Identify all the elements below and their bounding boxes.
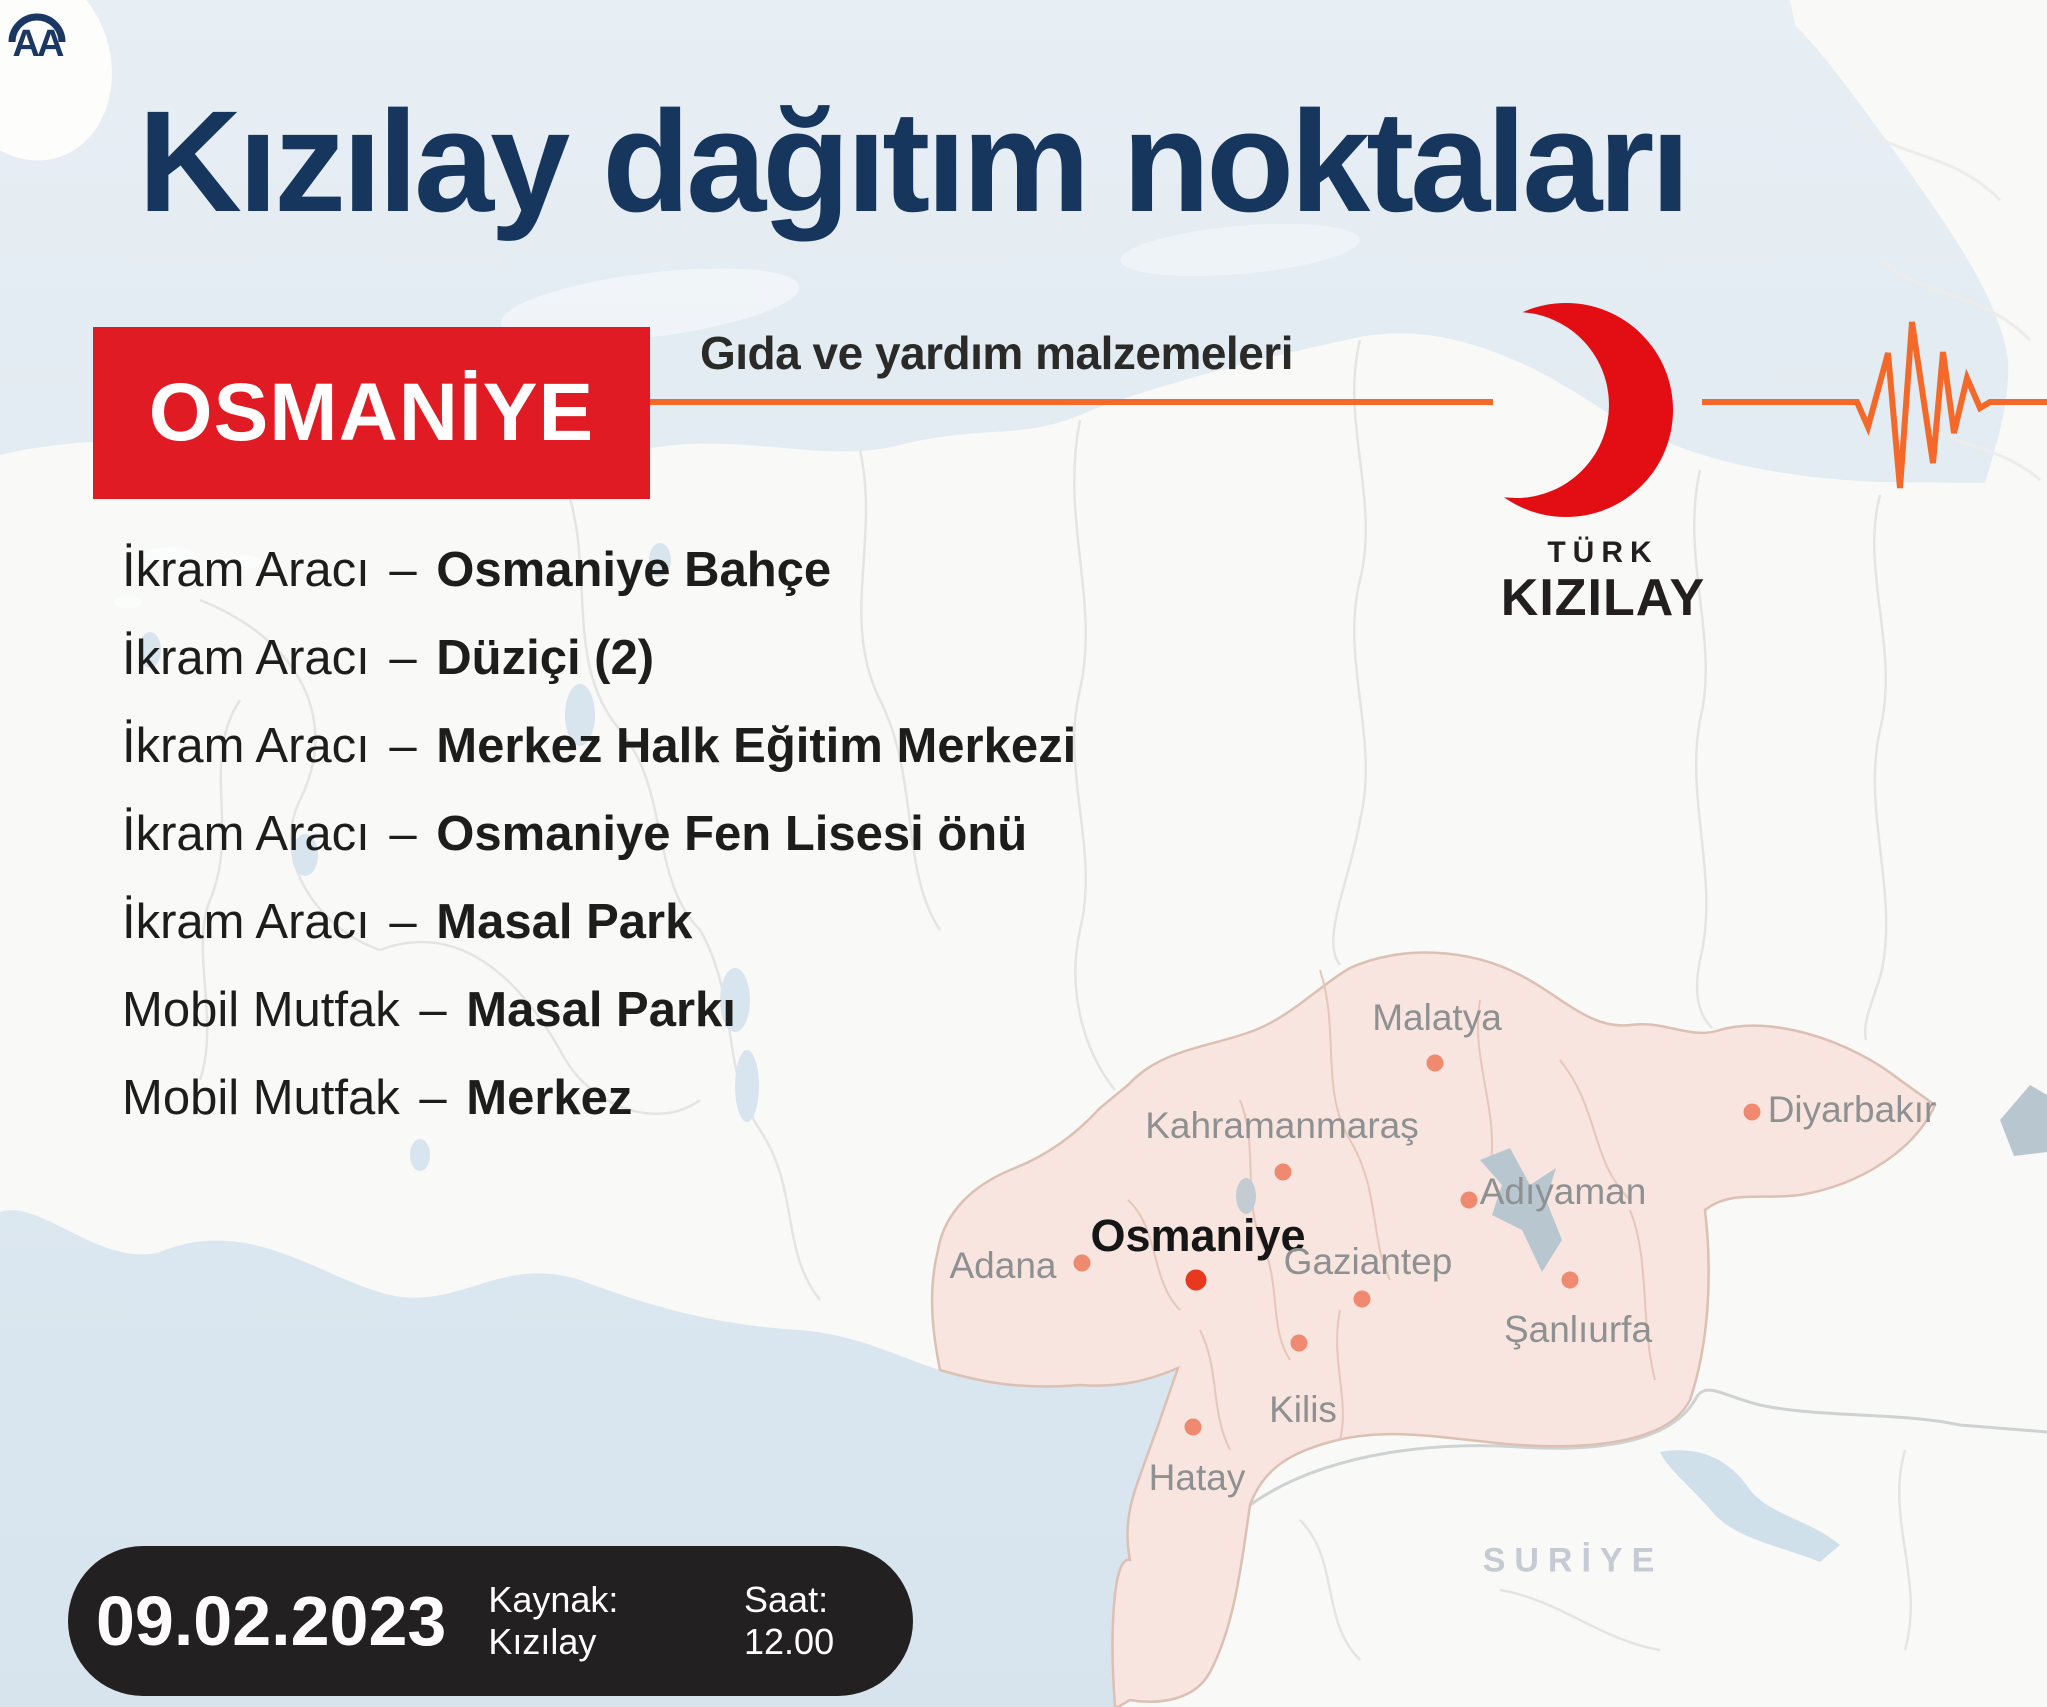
province-badge [93,327,650,499]
city-dot [1074,1255,1091,1272]
logo-line2: KIZILAY [1500,569,1706,627]
country-label-syria: SURİYE [1482,1541,1664,1580]
svg-text:AA: AA [12,23,62,64]
city-label: Şanlıurfa [1503,1309,1653,1350]
distribution-point: İkram Aracı – Düziçi (2) [122,631,655,685]
date-badge [68,1546,913,1696]
city-dot [1185,1419,1202,1436]
subtitle: Gıda ve yardım malzemeleri [700,327,1293,379]
distribution-point: İkram Aracı – Osmaniye Fen Lisesi önü [122,807,1028,861]
city-dot [1354,1291,1371,1308]
city-dot [1562,1272,1579,1289]
province-badge-label: OSMANİYE [148,367,595,458]
turk-kizilay-logo [1488,536,1718,628]
city-label: Osmaniye [1090,1210,1306,1261]
city-label: Adana [949,1245,1057,1286]
city-label: Kilis [1269,1389,1337,1430]
aa-agency-logo [0,0,72,64]
city-dot [1291,1335,1308,1352]
city-label: Malatya [1372,997,1502,1038]
distribution-point: Mobil Mutfak – Masal Parkı [122,983,736,1037]
city-dot [1186,1270,1207,1291]
logo-line1: TÜRK [1547,536,1659,569]
distribution-point: İkram Aracı – Osmaniye Bahçe [122,543,832,597]
date-text: 09.02.2023 [96,1582,447,1660]
distribution-list [122,526,1076,1142]
page-title: Kızılay dağıtım noktaları [138,81,1687,242]
city-label: Adıyaman [1479,1171,1647,1212]
city-label: Gaziantep [1283,1241,1453,1282]
time-text: Saat: 12.00 [744,1579,835,1662]
city-label: Diyarbakır [1767,1089,1937,1130]
distribution-point: Mobil Mutfak – Merkez [122,1071,633,1125]
city-dot [1275,1164,1292,1181]
source-text: Kaynak: Kızılay [488,1579,619,1662]
city-dot [1744,1104,1761,1121]
city-dot [1427,1055,1444,1072]
city-label: Hatay [1148,1457,1246,1498]
crescent-icon [1448,292,1698,532]
distribution-point: İkram Aracı – Merkez Halk Eğitim Merkezi [122,719,1077,773]
city-label: Kahramanmaraş [1145,1105,1419,1146]
distribution-point: İkram Aracı – Masal Park [122,895,693,949]
city-dot [1461,1192,1478,1209]
